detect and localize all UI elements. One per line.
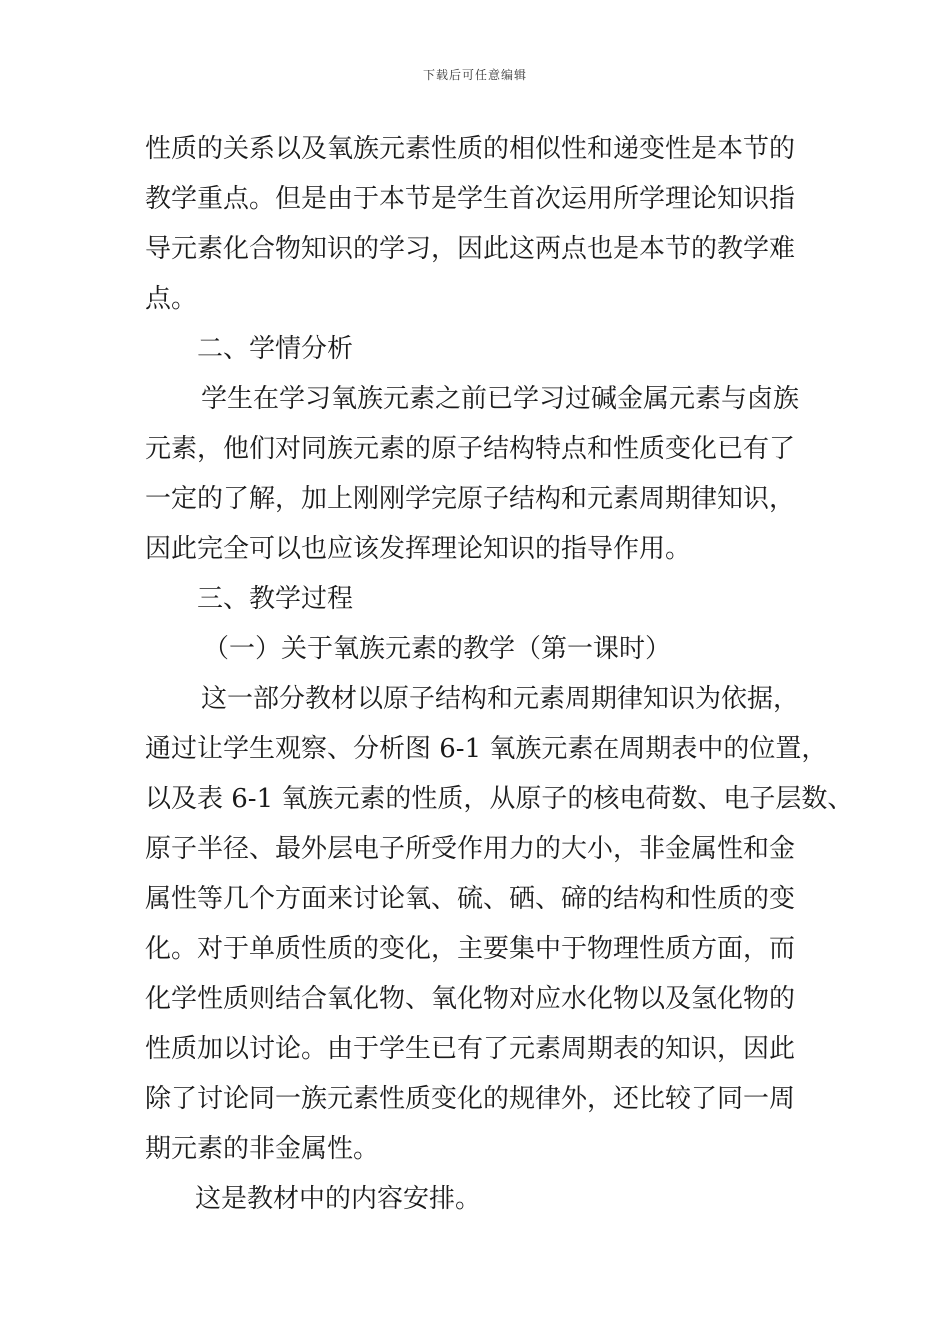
paragraph-line: 属性等几个方面来讨论氧、硫、硒、碲的结构和性质的变	[145, 884, 796, 914]
paragraph-line: 元素，他们对同族元素的原子结构特点和性质变化已有了	[145, 434, 796, 464]
paragraph-line: 因此完全可以也应该发挥理论知识的指导作用。	[145, 534, 692, 564]
paragraph-line: 这是教材中的内容安排。	[195, 1184, 482, 1214]
paragraph-line: 以及表 6-1 氧族元素的性质，从原子的核电荷数、电子层数、	[145, 784, 854, 814]
paragraph-line: 点。	[145, 284, 198, 314]
paragraph-line: 通过让学生观察、分析图 6-1 氧族元素在周期表中的位置，	[145, 734, 828, 764]
subsection-heading: （一）关于氧族元素的教学（第一课时）	[203, 634, 672, 664]
paragraph-line: 原子半径、最外层电子所受作用力的大小，非金属性和金	[145, 834, 796, 864]
paragraph-line: 化。对于单质性质的变化，主要集中于物理性质方面，而	[145, 934, 796, 964]
paragraph-line: 教学重点。但是由于本节是学生首次运用所学理论知识指	[145, 184, 796, 214]
section-heading-teaching-process: 三、教学过程	[197, 584, 354, 614]
paragraph-line: 一定的了解，加上刚刚学完原子结构和元素周期律知识，	[145, 484, 796, 514]
paragraph-line: 导元素化合物知识的学习，因此这两点也是本节的教学难	[145, 234, 796, 264]
document-body	[145, 124, 854, 1224]
paragraph-line: 学生在学习氧族元素之前已学习过碱金属元素与卤族	[201, 384, 800, 414]
paragraph-line: 化学性质则结合氧化物、氧化物对应水化物以及氢化物的	[145, 984, 796, 1014]
section-heading-learning-analysis: 二、学情分析	[197, 334, 354, 364]
paragraph-line: 这一部分教材以原子结构和元素周期律知识为依据，	[201, 684, 800, 714]
paragraph-line: 性质的关系以及氧族元素性质的相似性和递变性是本节的	[145, 134, 796, 164]
paragraph-line: 除了讨论同一族元素性质变化的规律外，还比较了同一周	[145, 1084, 796, 1114]
paragraph-line: 期元素的非金属性。	[145, 1134, 380, 1164]
page-header: 下载后可任意编辑	[422, 68, 527, 82]
paragraph-line: 性质加以讨论。由于学生已有了元素周期表的知识，因此	[145, 1034, 796, 1064]
